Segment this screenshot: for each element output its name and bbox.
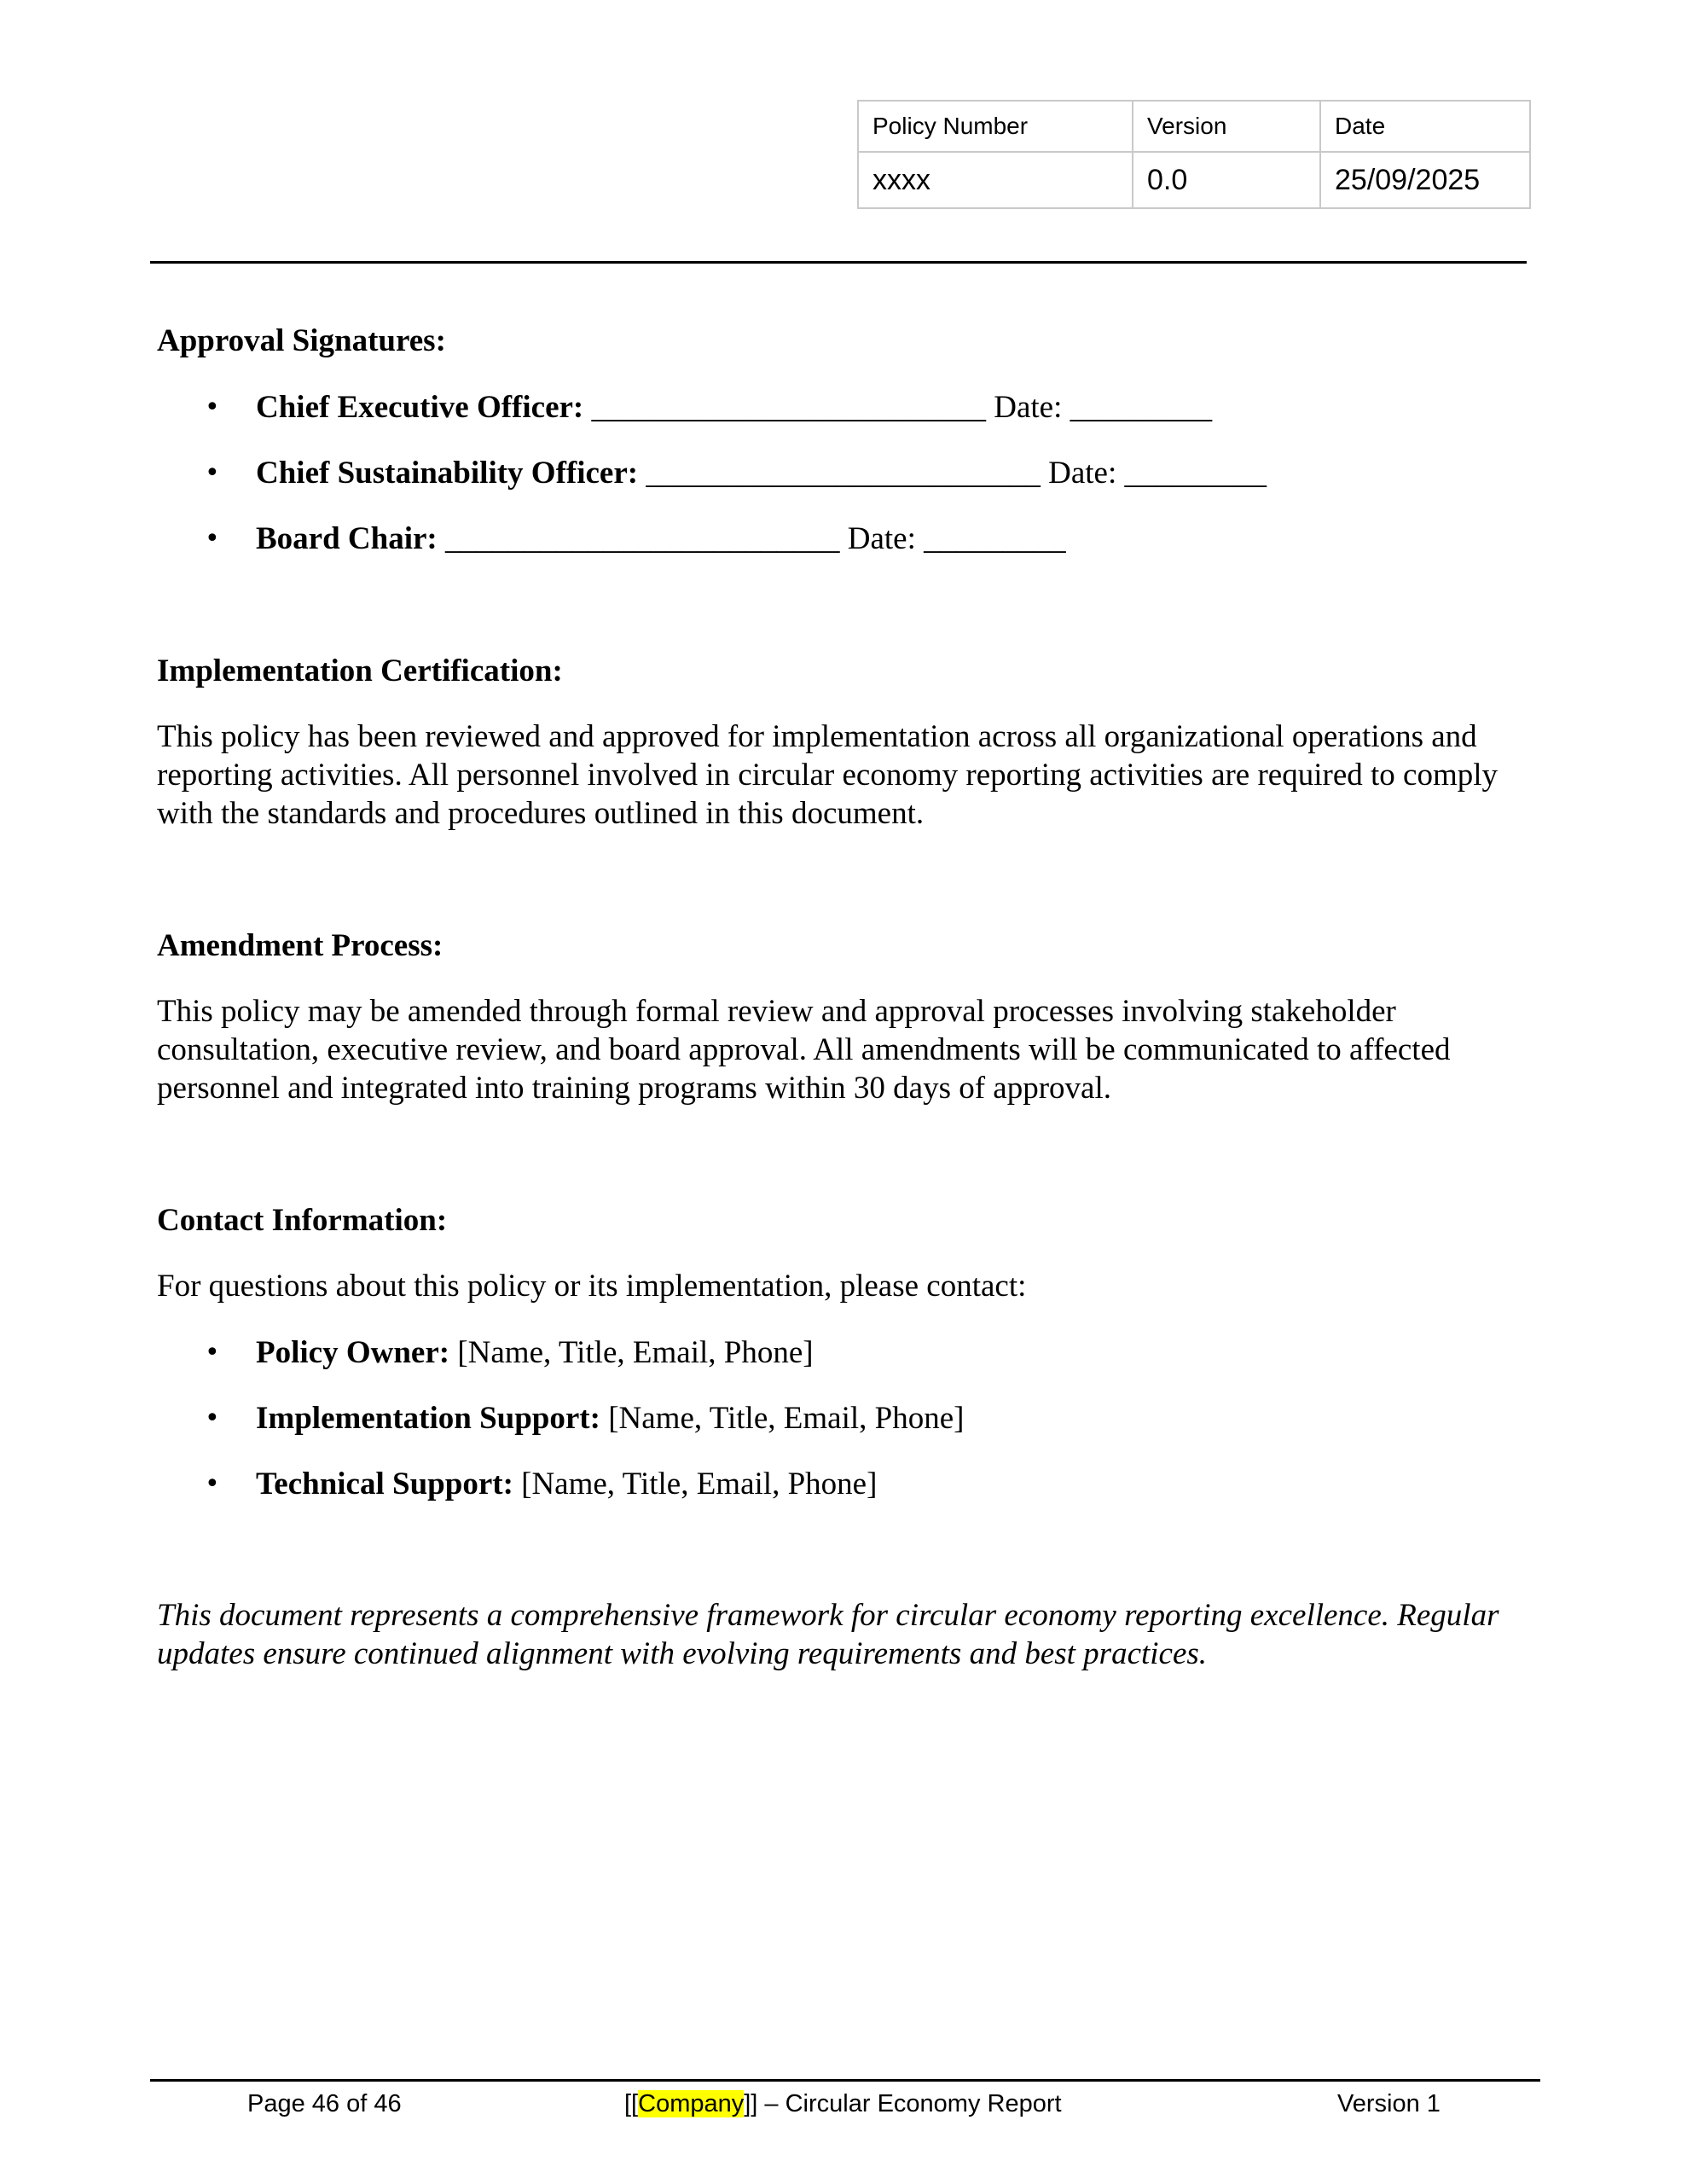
list-item	[157, 520, 1267, 585]
list-item	[157, 1399, 964, 1465]
amendment-paragraph: This policy may be amended through formal review and approval processes involving stakeholder consultation, executive review, and board approval. All amendments will be communicated to affected personnel and integrated into training programs within 30 days of approval.	[157, 994, 1451, 1106]
contact-value: [Name, Title, Email, Phone]	[608, 1401, 965, 1436]
header-divider	[150, 261, 1527, 264]
contact-heading: Contact Information:	[157, 1203, 448, 1238]
contact-label: Technical Support:	[256, 1467, 513, 1502]
footer-title-suffix: ]] – Circular Economy Report	[744, 2090, 1062, 2117]
approval-list	[157, 388, 1267, 585]
signatory-role: Chief Executive Officer:	[256, 390, 584, 425]
signatory-role: Chief Sustainability Officer:	[256, 456, 639, 491]
footer-divider	[150, 2079, 1540, 2082]
implementation-heading: Implementation Certification:	[157, 653, 563, 688]
list-item	[157, 1333, 964, 1399]
footer-company-prefix: [[	[624, 2090, 639, 2117]
footer-report-title	[624, 2090, 1062, 2118]
contact-label: Policy Owner:	[256, 1335, 450, 1370]
header-values-row	[858, 152, 1530, 208]
list-item	[157, 1465, 964, 1531]
bullet-icon: •	[205, 392, 220, 422]
date-line: _________	[1124, 456, 1267, 491]
header-labels-row	[858, 101, 1530, 152]
policy-number-value: xxxx	[858, 152, 1133, 208]
footer-company-placeholder: Company	[638, 2090, 745, 2117]
contact-value: [Name, Title, Email, Phone]	[457, 1335, 814, 1370]
version-value: 0.0	[1133, 152, 1320, 208]
date-label: Date	[1320, 101, 1530, 152]
policy-number-label: Policy Number	[858, 101, 1133, 152]
bullet-icon: •	[205, 1403, 220, 1433]
footer-page-number: Page 46 of 46	[247, 2090, 402, 2117]
bullet-icon: •	[205, 524, 220, 554]
list-item	[157, 388, 1267, 454]
approval-heading: Approval Signatures:	[157, 323, 446, 358]
signatory-role: Board Chair:	[256, 521, 438, 556]
version-label: Version	[1133, 101, 1320, 152]
contact-value: [Name, Title, Email, Phone]	[521, 1467, 878, 1502]
signature-line: _________________________	[646, 456, 1041, 491]
date-value: 25/09/2025	[1320, 152, 1530, 208]
contact-intro: For questions about this policy or its implementation, please contact:	[157, 1269, 1027, 1304]
list-item	[157, 454, 1267, 520]
contact-label: Implementation Support:	[256, 1401, 600, 1436]
bullet-icon: •	[205, 458, 220, 488]
contact-list	[157, 1333, 964, 1531]
signature-line: _________________________	[591, 390, 986, 425]
date-label: Date:	[847, 521, 916, 556]
date-line: _________	[1070, 390, 1213, 425]
signature-line: _________________________	[445, 521, 840, 556]
bullet-icon: •	[205, 1469, 220, 1499]
amendment-heading: Amendment Process:	[157, 928, 443, 963]
date-line: _________	[924, 521, 1066, 556]
closing-note: This document represents a comprehensive framework for circular economy reporting excellence. Regular updates ensure continued alignment with evolving requirements and best practices.	[157, 1598, 1499, 1671]
header-info-table	[857, 100, 1531, 209]
bullet-icon: •	[205, 1338, 220, 1368]
footer-version: Version 1	[1337, 2090, 1441, 2117]
date-label: Date:	[1048, 456, 1117, 491]
date-label: Date:	[994, 390, 1063, 425]
implementation-paragraph: This policy has been reviewed and approved for implementation across all organizational operations and reporting activities. All personnel involved in circular economy reporting activities are required to comply with the standards and procedures outlined in this document.	[157, 719, 1499, 831]
